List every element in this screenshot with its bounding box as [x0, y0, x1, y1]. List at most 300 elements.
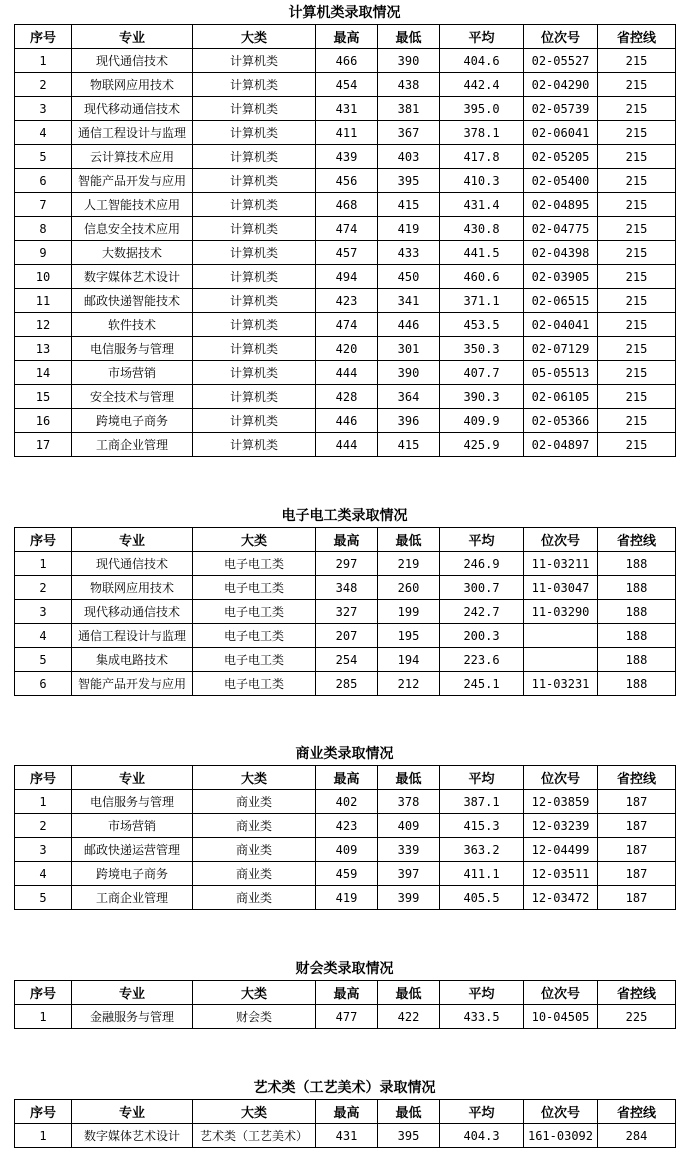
table-cell: 02-05739: [524, 97, 598, 121]
table-cell: 6: [15, 672, 72, 696]
header-row: [15, 766, 676, 790]
table-cell: 通信工程设计与监理: [72, 121, 193, 145]
table-row: [15, 145, 676, 169]
table-cell: 艺术类（工艺美术）: [193, 1124, 316, 1148]
table-cell: 02-04041: [524, 313, 598, 337]
table-cell: 5: [15, 648, 72, 672]
table-cell: 477: [316, 1005, 378, 1029]
table-cell: 387.1: [440, 790, 524, 814]
table-cell: 390: [378, 49, 440, 73]
column-header: 位次号: [524, 25, 598, 49]
table-cell: 215: [598, 145, 676, 169]
table-cell: 5: [15, 145, 72, 169]
table-cell: 188: [598, 672, 676, 696]
table-cell: 431.4: [440, 193, 524, 217]
table-cell: 433.5: [440, 1005, 524, 1029]
column-header: 省控线: [598, 766, 676, 790]
table-row: [15, 385, 676, 409]
column-header: 平均: [440, 766, 524, 790]
column-header: 专业: [72, 25, 193, 49]
table-cell: 431: [316, 97, 378, 121]
column-header: 专业: [72, 766, 193, 790]
table-cell: 187: [598, 862, 676, 886]
table-cell: 297: [316, 552, 378, 576]
column-header: 最高: [316, 766, 378, 790]
table-row: [15, 289, 676, 313]
table-cell: 02-06041: [524, 121, 598, 145]
table-cell: 9: [15, 241, 72, 265]
table-cell: 430.8: [440, 217, 524, 241]
table-cell: 智能产品开发与应用: [72, 169, 193, 193]
table-cell: 215: [598, 337, 676, 361]
table-cell: 450: [378, 265, 440, 289]
section-electronics: [14, 505, 675, 696]
table-cell: 通信工程设计与监理: [72, 624, 193, 648]
table-row: [15, 409, 676, 433]
table-cell: 409.9: [440, 409, 524, 433]
table-cell: 397: [378, 862, 440, 886]
table-cell: 6: [15, 169, 72, 193]
table-cell: 301: [378, 337, 440, 361]
table-cell: 199: [378, 600, 440, 624]
table-cell: 1: [15, 790, 72, 814]
table-cell: 计算机类: [193, 385, 316, 409]
column-header: 大类: [193, 528, 316, 552]
column-header: 最高: [316, 1100, 378, 1124]
column-header: 省控线: [598, 25, 676, 49]
table-cell: 电子电工类: [193, 672, 316, 696]
table-cell: 电子电工类: [193, 624, 316, 648]
table-cell: 计算机类: [193, 433, 316, 457]
table-cell: 411: [316, 121, 378, 145]
column-header: 位次号: [524, 528, 598, 552]
admission-table: [14, 980, 676, 1029]
table-cell: 215: [598, 97, 676, 121]
table-row: [15, 241, 676, 265]
column-header: 序号: [15, 1100, 72, 1124]
admission-table: [14, 527, 676, 696]
table-cell: 跨境电子商务: [72, 862, 193, 886]
table-cell: 17: [15, 433, 72, 457]
table-cell: 02-05366: [524, 409, 598, 433]
header-row: [15, 25, 676, 49]
column-header: 大类: [193, 766, 316, 790]
column-header: 最低: [378, 1100, 440, 1124]
table-cell: [524, 624, 598, 648]
table-row: [15, 1005, 676, 1029]
table-cell: 13: [15, 337, 72, 361]
table-cell: 460.6: [440, 265, 524, 289]
table-cell: 数字媒体艺术设计: [72, 1124, 193, 1148]
table-cell: 474: [316, 313, 378, 337]
table-cell: 431: [316, 1124, 378, 1148]
column-header: 大类: [193, 1100, 316, 1124]
column-header: 平均: [440, 981, 524, 1005]
table-cell: 2: [15, 576, 72, 600]
table-row: [15, 814, 676, 838]
table-cell: 459: [316, 862, 378, 886]
table-cell: 403: [378, 145, 440, 169]
column-header: 序号: [15, 981, 72, 1005]
table-cell: 187: [598, 814, 676, 838]
table-cell: 188: [598, 648, 676, 672]
table-cell: 404.3: [440, 1124, 524, 1148]
table-cell: 15: [15, 385, 72, 409]
table-cell: 集成电路技术: [72, 648, 193, 672]
table-cell: 电子电工类: [193, 552, 316, 576]
table-cell: 441.5: [440, 241, 524, 265]
table-cell: 商业类: [193, 838, 316, 862]
table-cell: 商业类: [193, 790, 316, 814]
table-cell: 395: [378, 1124, 440, 1148]
table-row: [15, 648, 676, 672]
column-header: 专业: [72, 1100, 193, 1124]
column-header: 省控线: [598, 1100, 676, 1124]
table-cell: 3: [15, 838, 72, 862]
table-row: [15, 624, 676, 648]
column-header: 最高: [316, 981, 378, 1005]
table-cell: 02-04398: [524, 241, 598, 265]
table-cell: 16: [15, 409, 72, 433]
table-cell: 417.8: [440, 145, 524, 169]
column-header: 序号: [15, 528, 72, 552]
table-cell: 4: [15, 121, 72, 145]
table-cell: 456: [316, 169, 378, 193]
section-title: 商业类录取情况: [295, 746, 394, 762]
table-cell: 计算机类: [193, 97, 316, 121]
table-cell: 466: [316, 49, 378, 73]
table-cell: 02-04775: [524, 217, 598, 241]
table-cell: 4: [15, 862, 72, 886]
table-cell: 现代移动通信技术: [72, 97, 193, 121]
table-cell: 14: [15, 361, 72, 385]
table-cell: 444: [316, 361, 378, 385]
table-cell: 444: [316, 433, 378, 457]
table-cell: 187: [598, 790, 676, 814]
table-cell: 423: [316, 289, 378, 313]
table-cell: 1: [15, 1124, 72, 1148]
table-cell: 415: [378, 193, 440, 217]
table-cell: 457: [316, 241, 378, 265]
table-cell: 计算机类: [193, 217, 316, 241]
table-cell: 419: [378, 217, 440, 241]
column-header: 最低: [378, 981, 440, 1005]
table-cell: 11-03047: [524, 576, 598, 600]
table-cell: 188: [598, 552, 676, 576]
table-cell: 计算机类: [193, 73, 316, 97]
table-cell: 420: [316, 337, 378, 361]
table-cell: 商业类: [193, 862, 316, 886]
table-cell: 215: [598, 121, 676, 145]
table-cell: 工商企业管理: [72, 433, 193, 457]
table-row: [15, 886, 676, 910]
table-cell: 215: [598, 313, 676, 337]
table-cell: 350.3: [440, 337, 524, 361]
table-cell: 390.3: [440, 385, 524, 409]
column-header: 最低: [378, 25, 440, 49]
table-cell: 工商企业管理: [72, 886, 193, 910]
table-cell: 11-03211: [524, 552, 598, 576]
table-cell: 246.9: [440, 552, 524, 576]
table-cell: 348: [316, 576, 378, 600]
table-cell: 161-03092: [524, 1124, 598, 1148]
table-cell: 371.1: [440, 289, 524, 313]
table-cell: 339: [378, 838, 440, 862]
table-cell: 410.3: [440, 169, 524, 193]
table-cell: 大数据技术: [72, 241, 193, 265]
table-cell: 11-03231: [524, 672, 598, 696]
column-header: 平均: [440, 25, 524, 49]
table-cell: 404.6: [440, 49, 524, 73]
table-cell: 409: [316, 838, 378, 862]
table-cell: 02-04897: [524, 433, 598, 457]
header-row: [15, 528, 676, 552]
table-cell: 11: [15, 289, 72, 313]
table-cell: 187: [598, 886, 676, 910]
table-cell: 计算机类: [193, 337, 316, 361]
table-row: [15, 672, 676, 696]
table-cell: 200.3: [440, 624, 524, 648]
table-cell: 05-05513: [524, 361, 598, 385]
section-business: [14, 743, 675, 910]
table-cell: 439: [316, 145, 378, 169]
table-cell: 商业类: [193, 886, 316, 910]
table-cell: 现代通信技术: [72, 49, 193, 73]
table-cell: 电信服务与管理: [72, 790, 193, 814]
column-header: 省控线: [598, 528, 676, 552]
table-cell: 1: [15, 552, 72, 576]
column-header: 位次号: [524, 981, 598, 1005]
table-cell: 254: [316, 648, 378, 672]
table-cell: 215: [598, 265, 676, 289]
table-cell: 12-03859: [524, 790, 598, 814]
admission-table: [14, 1099, 676, 1148]
table-row: [15, 169, 676, 193]
column-header: 序号: [15, 766, 72, 790]
column-header: 省控线: [598, 981, 676, 1005]
table-cell: 安全技术与管理: [72, 385, 193, 409]
table-cell: 云计算技术应用: [72, 145, 193, 169]
table-cell: 446: [316, 409, 378, 433]
table-cell: 10-04505: [524, 1005, 598, 1029]
table-cell: 188: [598, 576, 676, 600]
table-cell: 计算机类: [193, 313, 316, 337]
table-cell: 215: [598, 193, 676, 217]
table-cell: 计算机类: [193, 49, 316, 73]
table-cell: 378.1: [440, 121, 524, 145]
table-cell: 188: [598, 624, 676, 648]
table-cell: 1: [15, 49, 72, 73]
table-cell: 智能产品开发与应用: [72, 672, 193, 696]
table-cell: 市场营销: [72, 814, 193, 838]
column-header: 最低: [378, 528, 440, 552]
table-row: [15, 121, 676, 145]
table-cell: 2: [15, 73, 72, 97]
table-cell: 12-03472: [524, 886, 598, 910]
table-cell: 223.6: [440, 648, 524, 672]
table-cell: 468: [316, 193, 378, 217]
table-row: [15, 97, 676, 121]
table-row: [15, 265, 676, 289]
table-cell: 8: [15, 217, 72, 241]
table-row: [15, 576, 676, 600]
section-title: 艺术类（工艺美术）录取情况: [253, 1080, 436, 1096]
table-cell: 1: [15, 1005, 72, 1029]
table-cell: 194: [378, 648, 440, 672]
table-row: [15, 433, 676, 457]
table-cell: 215: [598, 409, 676, 433]
table-cell: 计算机类: [193, 361, 316, 385]
table-cell: 计算机类: [193, 121, 316, 145]
table-cell: 电子电工类: [193, 648, 316, 672]
column-header: 位次号: [524, 766, 598, 790]
column-header: 序号: [15, 25, 72, 49]
table-row: [15, 313, 676, 337]
table-cell: 电子电工类: [193, 576, 316, 600]
table-cell: 442.4: [440, 73, 524, 97]
table-cell: 计算机类: [193, 145, 316, 169]
table-cell: 446: [378, 313, 440, 337]
table-cell: 人工智能技术应用: [72, 193, 193, 217]
table-cell: 215: [598, 433, 676, 457]
table-cell: 212: [378, 672, 440, 696]
table-cell: 407.7: [440, 361, 524, 385]
table-cell: 494: [316, 265, 378, 289]
table-cell: 327: [316, 600, 378, 624]
table-row: [15, 552, 676, 576]
table-cell: 453.5: [440, 313, 524, 337]
section-art: [14, 1077, 675, 1148]
table-cell: 454: [316, 73, 378, 97]
section-title: 计算机类录取情况: [288, 5, 401, 21]
table-cell: 商业类: [193, 814, 316, 838]
table-cell: 金融服务与管理: [72, 1005, 193, 1029]
table-cell: 215: [598, 49, 676, 73]
column-header: 最低: [378, 766, 440, 790]
column-header: 大类: [193, 25, 316, 49]
table-cell: 284: [598, 1124, 676, 1148]
table-cell: 物联网应用技术: [72, 576, 193, 600]
table-cell: 市场营销: [72, 361, 193, 385]
table-cell: 计算机类: [193, 409, 316, 433]
table-cell: 215: [598, 217, 676, 241]
table-cell: 5: [15, 886, 72, 910]
table-cell: 计算机类: [193, 265, 316, 289]
table-cell: 402: [316, 790, 378, 814]
table-cell: 219: [378, 552, 440, 576]
table-cell: 数字媒体艺术设计: [72, 265, 193, 289]
table-cell: 364: [378, 385, 440, 409]
section-title: 财会类录取情况: [295, 961, 394, 977]
table-cell: 195: [378, 624, 440, 648]
section-accounting: [14, 958, 675, 1029]
table-cell: 225: [598, 1005, 676, 1029]
table-cell: 285: [316, 672, 378, 696]
table-cell: 300.7: [440, 576, 524, 600]
table-row: [15, 49, 676, 73]
table-cell: 电子电工类: [193, 600, 316, 624]
column-header: 专业: [72, 981, 193, 1005]
table-cell: 363.2: [440, 838, 524, 862]
table-cell: 02-03905: [524, 265, 598, 289]
table-cell: 188: [598, 600, 676, 624]
table-row: [15, 193, 676, 217]
table-cell: 405.5: [440, 886, 524, 910]
table-row: [15, 1124, 676, 1148]
table-cell: 4: [15, 624, 72, 648]
table-cell: 341: [378, 289, 440, 313]
table-cell: 12-03239: [524, 814, 598, 838]
table-cell: 215: [598, 361, 676, 385]
section-title: 电子电工类录取情况: [281, 508, 408, 524]
table-cell: 367: [378, 121, 440, 145]
table-cell: 现代通信技术: [72, 552, 193, 576]
table-cell: 207: [316, 624, 378, 648]
table-cell: 3: [15, 600, 72, 624]
table-cell: 3: [15, 97, 72, 121]
table-cell: 邮政快递运营管理: [72, 838, 193, 862]
table-cell: 02-05205: [524, 145, 598, 169]
table-cell: 415.3: [440, 814, 524, 838]
table-row: [15, 361, 676, 385]
table-row: [15, 73, 676, 97]
table-cell: 187: [598, 838, 676, 862]
table-cell: 财会类: [193, 1005, 316, 1029]
table-cell: 计算机类: [193, 169, 316, 193]
column-header: 专业: [72, 528, 193, 552]
table-cell: 390: [378, 361, 440, 385]
table-cell: 422: [378, 1005, 440, 1029]
table-cell: 02-04290: [524, 73, 598, 97]
table-cell: 02-06515: [524, 289, 598, 313]
column-header: 平均: [440, 528, 524, 552]
table-cell: 411.1: [440, 862, 524, 886]
table-cell: 02-05527: [524, 49, 598, 73]
table-cell: 跨境电子商务: [72, 409, 193, 433]
table-cell: 12: [15, 313, 72, 337]
table-cell: 215: [598, 289, 676, 313]
column-header: 大类: [193, 981, 316, 1005]
table-cell: 计算机类: [193, 289, 316, 313]
table-cell: 软件技术: [72, 313, 193, 337]
table-row: [15, 790, 676, 814]
table-cell: 计算机类: [193, 193, 316, 217]
table-row: [15, 600, 676, 624]
table-cell: 12-03511: [524, 862, 598, 886]
header-row: [15, 981, 676, 1005]
table-row: [15, 337, 676, 361]
table-row: [15, 838, 676, 862]
header-row: [15, 1100, 676, 1124]
table-cell: 02-07129: [524, 337, 598, 361]
table-cell: 7: [15, 193, 72, 217]
table-cell: 415: [378, 433, 440, 457]
table-cell: 242.7: [440, 600, 524, 624]
table-cell: 计算机类: [193, 241, 316, 265]
table-cell: 215: [598, 73, 676, 97]
table-cell: 395: [378, 169, 440, 193]
table-cell: [524, 648, 598, 672]
table-cell: 现代移动通信技术: [72, 600, 193, 624]
table-cell: 438: [378, 73, 440, 97]
table-cell: 邮政快递智能技术: [72, 289, 193, 313]
table-cell: 399: [378, 886, 440, 910]
table-cell: 423: [316, 814, 378, 838]
table-cell: 409: [378, 814, 440, 838]
table-cell: 428: [316, 385, 378, 409]
table-cell: 02-04895: [524, 193, 598, 217]
table-cell: 260: [378, 576, 440, 600]
